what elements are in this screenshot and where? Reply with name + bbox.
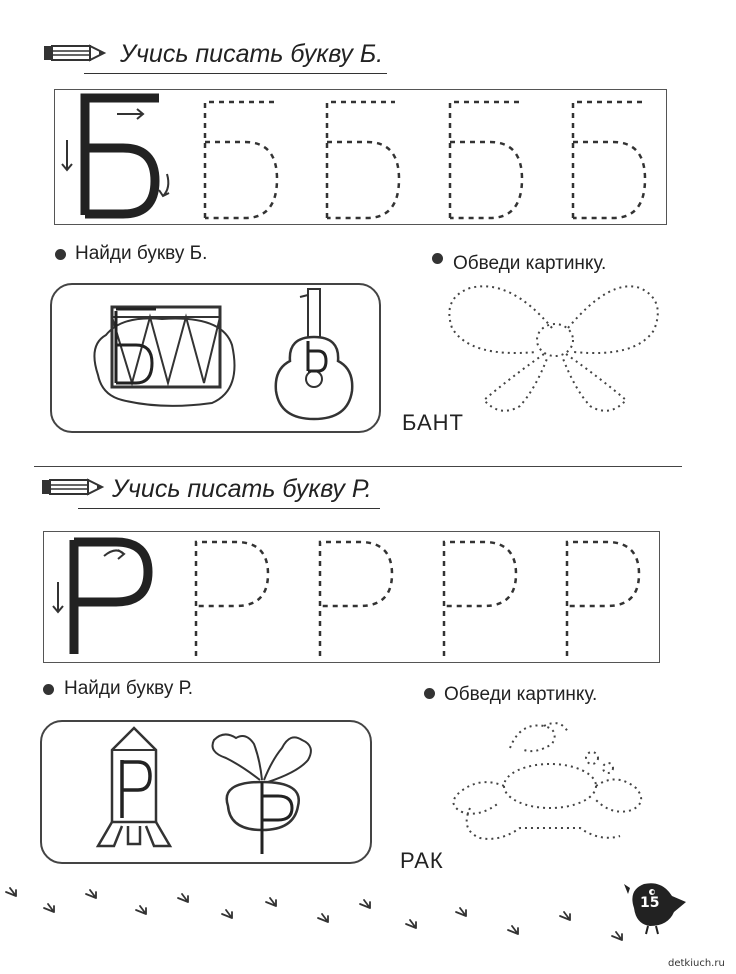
section-b-title: Учись писать букву Б.: [84, 40, 387, 74]
letter-r-tracing: [44, 532, 661, 664]
letter-r-tracing-strip: [43, 531, 660, 663]
bow-icon: [440, 278, 670, 428]
bullet: [432, 253, 443, 264]
section-divider: [34, 466, 682, 467]
find-letter-r-label: Найди букву Р.: [64, 678, 193, 699]
footprints-icon: [0, 880, 640, 960]
letter-b-tracing-strip: [54, 89, 667, 225]
guitar-icon: [270, 287, 360, 423]
bullet: [43, 684, 54, 695]
letter-b-tracing: [55, 90, 668, 226]
trace-picture-label: Обведи картинку.: [444, 684, 598, 705]
crayfish-icon: [440, 712, 650, 852]
word-bant: БАНТ: [402, 410, 464, 435]
find-letter-b-box: [50, 283, 381, 433]
page-number: 15: [640, 895, 660, 911]
drum-icon: [92, 295, 242, 415]
trace-picture-label: Обведи картинку.: [453, 253, 607, 274]
word-rak: РАК: [400, 848, 444, 873]
radish-icon: [202, 726, 322, 856]
site-watermark: detkiuch.ru: [668, 958, 725, 969]
rocket-icon: [94, 726, 174, 852]
find-letter-b-label: Найди букву Б.: [75, 243, 208, 264]
bullet: [424, 688, 435, 699]
find-letter-r-box: [40, 720, 372, 864]
bullet: [55, 249, 66, 260]
section-r-title: Учись писать букву Р.: [78, 475, 380, 509]
